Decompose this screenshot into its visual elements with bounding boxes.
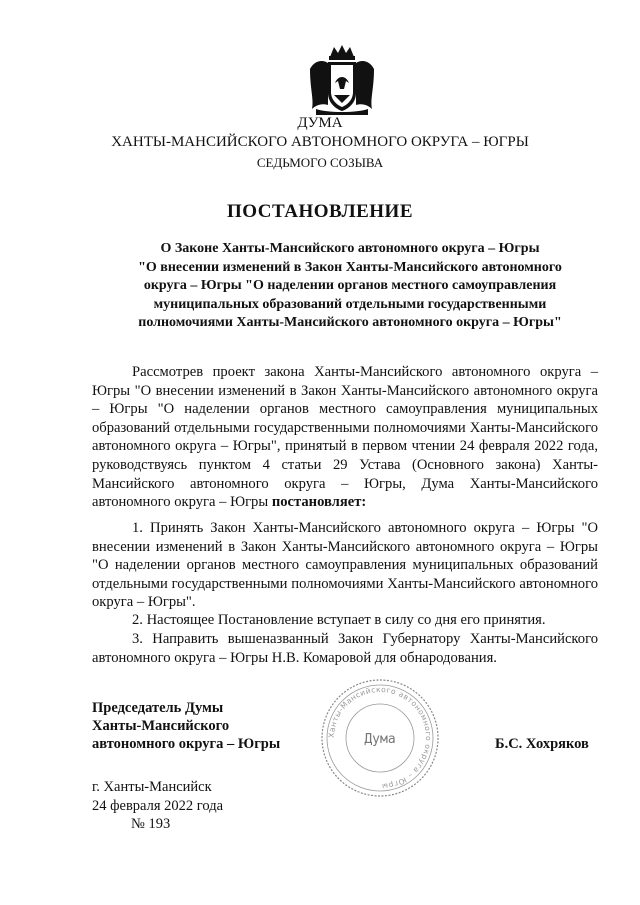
signatory-name: Б.С. Хохряков: [495, 736, 589, 752]
subject-block: [0, 240, 640, 333]
subject-line: полномочиями Ханты-Мансийского автономного округа – Югры": [138, 315, 562, 330]
signatory-position-line: Председатель Думы: [92, 700, 224, 716]
resolution-item: 1. Принять Закон Ханты-Мансийского автономного округа – Югры "О внесении изменений в Закон Ханты-Мансийского автономного округа – Югры "О наделении органов местного самоуправления муниципальных образований отдельными государственными полномочиями Ханты-Мансийского автономного округа – Югры".: [92, 520, 598, 611]
resolution-item: 2. Настоящее Постановление вступает в силу со дня его принятия.: [132, 612, 546, 628]
subject-line: округа – Югры "О наделении органов местного самоуправления: [143, 278, 557, 293]
preamble-paragraph: [92, 363, 598, 512]
document-number: № 193: [131, 816, 171, 832]
resolution-item: 3. Направить вышеназванный Закон Губернатору Ханты-Мансийского автономного округа – Югры Н.В. Комаровой для обнародования.: [92, 631, 598, 666]
preamble-text: Рассмотрев проект закона Ханты-Мансийского автономного округа – Югры "О внесении изменений в Закон Ханты-Мансийского автономного округа – Югры "О наделении органов местного самоуправления муниципальных образований отдельными государственными полномочиями Ханты-Мансийского автономного округа – Югры", принятый в первом чтении 24 февраля 2022 года, руководствуясь пунктом 4 статьи 29 Устава (Основного закона) Ханты-Мансийского автономного округа – Югры, Дума Ханты-Мансийского автономного округа – Югры: [92, 364, 598, 511]
date: 24 февраля 2022 года: [92, 798, 224, 814]
subject-line: "О внесении изменений в Закон Ханты-Мансийского автономного: [138, 259, 562, 275]
document-type-title: ПОСТАНОВЛЕНИЕ: [226, 201, 414, 222]
subject-line: О Законе Ханты-Мансийского автономного округа – Югры: [160, 241, 540, 256]
city: г. Ханты-Мансийск: [92, 779, 212, 795]
org-full-title: ХАНТЫ-МАНСИЙСКОГО АВТОНОМНОГО ОКРУГА – ЮГРЫ: [111, 134, 529, 150]
convocation: СЕДЬМОГО СОЗЫВА: [256, 155, 384, 170]
svg-text:Дума: Дума: [364, 732, 396, 747]
signatory-position: [92, 699, 280, 753]
subject-line: муниципальных образований отдельными государственными: [153, 296, 547, 312]
official-stamp: [318, 676, 442, 800]
svg-text:Ханты-Мансийского автономного: Ханты-Мансийского автономного округа – Югры: [326, 684, 434, 792]
resolves-word: постановляет:: [271, 494, 367, 511]
org-short-title: ДУМА: [297, 115, 343, 131]
coat-of-arms-emblem: [308, 43, 376, 117]
signatory-position-line: автономного округа – Югры: [92, 736, 281, 752]
signatory-position-line: Ханты-Мансийского: [92, 718, 230, 734]
